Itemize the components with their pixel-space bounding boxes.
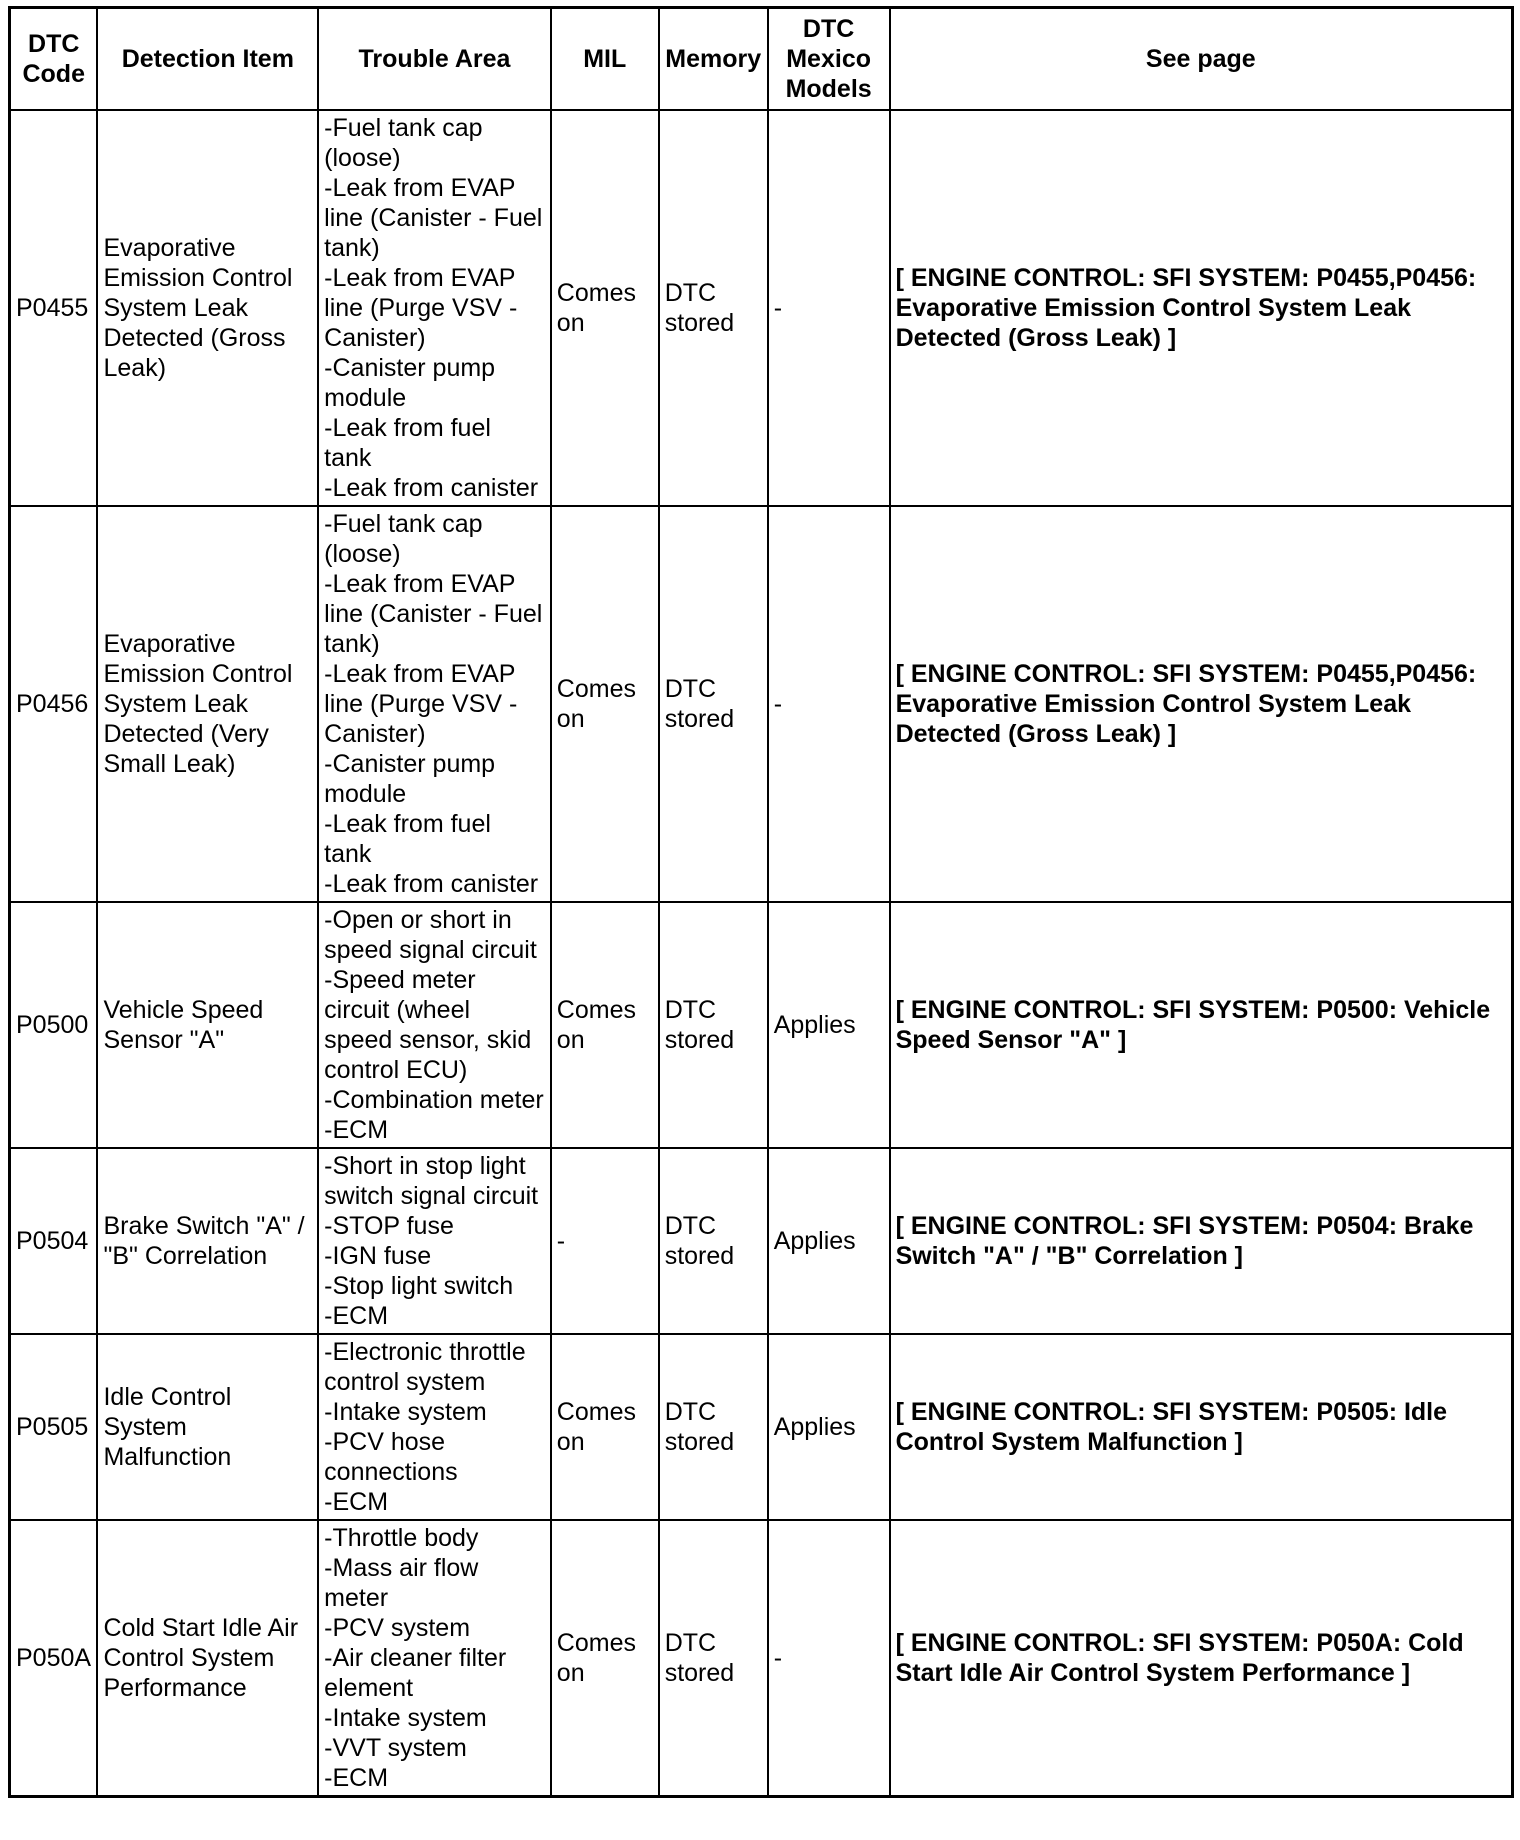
trouble-area-cell: -Open or short in speed signal circuit -Speed meter circuit (wheel speed sensor, skid control ECU) -Combination meter -ECM	[318, 902, 551, 1148]
trouble-area-cell: -Electronic throttle control system -Intake system -PCV hose connections -ECM	[318, 1334, 551, 1520]
header-dtc-mexico-models: DTC Mexico Models	[768, 8, 890, 111]
see-page-link[interactable]: [ ENGINE CONTROL: SFI SYSTEM: P050A: Cold Start Idle Air Control System Performance ]	[890, 1520, 1513, 1797]
header-detection-item: Detection Item	[97, 8, 318, 111]
dtc-code-cell: P0505	[10, 1334, 98, 1520]
header-memory: Memory	[659, 8, 768, 111]
header-trouble-area: Trouble Area	[318, 8, 551, 111]
dtc-table-container	[8, 6, 1514, 1798]
table-row	[10, 506, 1513, 902]
memory-cell: DTC stored	[659, 1334, 768, 1520]
trouble-area-cell: -Fuel tank cap (loose) -Leak from EVAP line (Canister - Fuel tank) -Leak from EVAP line (Purge VSV - Canister) -Canister pump module -Leak from fuel tank -Leak from canister	[318, 506, 551, 902]
see-page-link[interactable]: [ ENGINE CONTROL: SFI SYSTEM: P0455,P0456: Evaporative Emission Control System Leak Detected (Gross Leak) ]	[890, 110, 1513, 506]
mil-cell: Comes on	[551, 1334, 659, 1520]
memory-cell: DTC stored	[659, 1148, 768, 1334]
detection-item-cell: Brake Switch "A" / "B" Correlation	[97, 1148, 318, 1334]
table-row	[10, 902, 1513, 1148]
mexico-models-cell: Applies	[768, 902, 890, 1148]
table-row	[10, 1148, 1513, 1334]
see-page-link[interactable]: [ ENGINE CONTROL: SFI SYSTEM: P0504: Brake Switch "A" / "B" Correlation ]	[890, 1148, 1513, 1334]
detection-item-cell: Vehicle Speed Sensor "A"	[97, 902, 318, 1148]
mexico-models-cell: -	[768, 1520, 890, 1797]
detection-item-cell: Idle Control System Malfunction	[97, 1334, 318, 1520]
memory-cell: DTC stored	[659, 110, 768, 506]
dtc-code-cell: P0456	[10, 506, 98, 902]
see-page-link[interactable]: [ ENGINE CONTROL: SFI SYSTEM: P0455,P0456: Evaporative Emission Control System Leak Detected (Gross Leak) ]	[890, 506, 1513, 902]
mil-cell: Comes on	[551, 506, 659, 902]
table-row	[10, 1520, 1513, 1797]
dtc-code-cell: P050A	[10, 1520, 98, 1797]
table-row	[10, 1334, 1513, 1520]
header-dtc-code: DTC Code	[10, 8, 98, 111]
dtc-table	[8, 6, 1514, 1798]
header-mil: MIL	[551, 8, 659, 111]
mexico-models-cell: Applies	[768, 1334, 890, 1520]
mil-cell: Comes on	[551, 902, 659, 1148]
detection-item-cell: Evaporative Emission Control System Leak Detected (Very Small Leak)	[97, 506, 318, 902]
trouble-area-cell: -Short in stop light switch signal circuit -STOP fuse -IGN fuse -Stop light switch -ECM	[318, 1148, 551, 1334]
header-row	[10, 8, 1513, 111]
see-page-link[interactable]: [ ENGINE CONTROL: SFI SYSTEM: P0500: Vehicle Speed Sensor "A" ]	[890, 902, 1513, 1148]
mil-cell: Comes on	[551, 1520, 659, 1797]
memory-cell: DTC stored	[659, 1520, 768, 1797]
header-see-page: See page	[890, 8, 1513, 111]
memory-cell: DTC stored	[659, 506, 768, 902]
see-page-link[interactable]: [ ENGINE CONTROL: SFI SYSTEM: P0505: Idle Control System Malfunction ]	[890, 1334, 1513, 1520]
detection-item-cell: Cold Start Idle Air Control System Performance	[97, 1520, 318, 1797]
mexico-models-cell: -	[768, 506, 890, 902]
memory-cell: DTC stored	[659, 902, 768, 1148]
mexico-models-cell: -	[768, 110, 890, 506]
dtc-code-cell: P0455	[10, 110, 98, 506]
trouble-area-cell: -Throttle body -Mass air flow meter -PCV system -Air cleaner filter element -Intake system -VVT system -ECM	[318, 1520, 551, 1797]
dtc-code-cell: P0500	[10, 902, 98, 1148]
trouble-area-cell: -Fuel tank cap (loose) -Leak from EVAP line (Canister - Fuel tank) -Leak from EVAP line (Purge VSV - Canister) -Canister pump module -Leak from fuel tank -Leak from canister	[318, 110, 551, 506]
table-row	[10, 110, 1513, 506]
mil-cell: Comes on	[551, 110, 659, 506]
mexico-models-cell: Applies	[768, 1148, 890, 1334]
dtc-code-cell: P0504	[10, 1148, 98, 1334]
mil-cell: -	[551, 1148, 659, 1334]
detection-item-cell: Evaporative Emission Control System Leak Detected (Gross Leak)	[97, 110, 318, 506]
